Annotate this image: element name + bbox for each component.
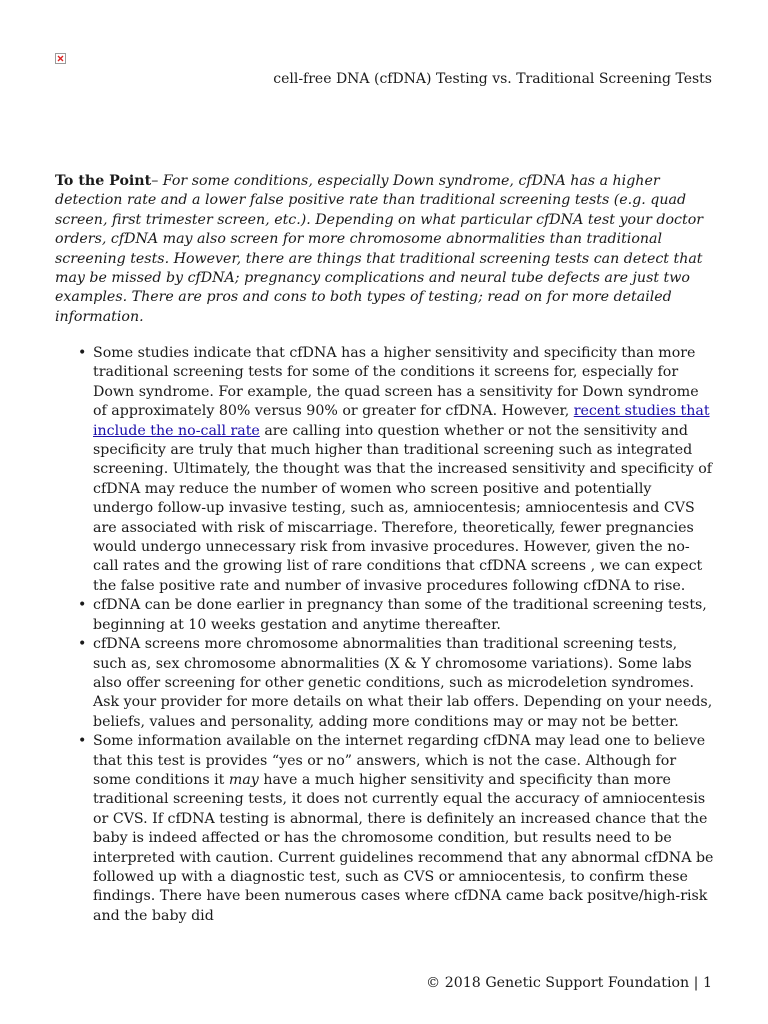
list-item-text: Some information available on the internet regarding cfDNA may lead one to believe that this test is provides “yes or no” answers, which is not the case. Although for some conditions it <box>93 733 706 788</box>
document-title: cell-free DNA (cfDNA) Testing vs. Traditional Screening Tests <box>273 71 712 87</box>
broken-image-icon <box>55 53 66 64</box>
list-item-text: cfDNA screens more chromosome abnormalities than traditional screening tests, such as, sex chromosome abnormalities (X & Y chromosome variations). Some labs also offer screening for other genetic conditions, such as microdeletion syndromes. Ask your provider for more details on what their lab offers. Depending on your needs, beliefs, values and personality, adding more conditions may or may not be better. <box>93 636 713 730</box>
list-item-emphasis: may <box>228 771 259 788</box>
bullet-list <box>93 344 715 926</box>
recent-studies-link[interactable]: recent studies that include the no-call rate <box>93 403 710 439</box>
list-item <box>93 732 715 926</box>
list-item <box>93 635 715 732</box>
list-item-text: Some studies indicate that cfDNA has a higher sensitivity and specificity than more traditional screening tests for some of the conditions it screens for, especially for Down syndrome. For example, the quad screen has a sensitivity for Down syndrome of approximately 80% versus 90% or greater for cfDNA. However, <box>93 345 699 420</box>
list-item-text: cfDNA can be done earlier in pregnancy than some of the traditional screening tests, beginning at 10 weeks gestation and anytime thereafter. <box>93 597 707 633</box>
list-item <box>93 344 715 596</box>
list-item-text: have a much higher sensitivity and specificity than more traditional screening tests, it does not currently equal the accuracy of amniocentesis or CVS. If cfDNA testing is abnormal, there is definitely an increased chance that the baby is indeed affected or has the chromosome condition, but results need to be interpreted with caution. Current guidelines recommend that any abnormal cfDNA be followed up with a diagnostic test, such as CVS or amniocentesis, to confirm these findings. There have been numerous cases where cfDNA came back positve/high-risk and the baby did <box>93 771 714 924</box>
summary-lead: To the Point <box>55 173 152 189</box>
summary-paragraph <box>55 172 715 327</box>
page-footer: © 2018 Genetic Support Foundation | 1 <box>426 975 712 991</box>
summary-text: For some conditions, especially Down syndrome, cfDNA has a higher detection rate and a lower false positive rate than traditional screening tests (e.g. quad screen, first trimester screen, etc.). Depending on what particular cfDNA test your doctor orders, cfDNA may also screen for more chromosome abnormalities than traditional screening tests. However, there are things that traditional screening tests can detect that may be missed by cfDNA; pregnancy complications and neural tube defects are just two examples. There are pros and cons to both types of testing; read on for more detailed information. <box>55 173 704 325</box>
list-item-text: are calling into question whether or not the sensitivity and specificity are truly that much higher than traditional screening such as integrated screening. Ultimately, the thought was that the increased sensitivity and specificity of cfDNA may reduce the number of women who screen positive and potentially undergo follow-up invasive testing, such as, amniocentesis; amniocentesis and CVS are associated with risk of miscarriage. Therefore, theoretically, fewer pregnancies would undergo unnecessary risk from invasive procedures. However, given the no-call rates and the growing list of rare conditions that cfDNA screens , we can expect the false positive rate and number of invasive procedures following cfDNA to rise. <box>93 422 713 594</box>
list-item <box>93 596 715 635</box>
summary-dash: – <box>151 173 163 189</box>
